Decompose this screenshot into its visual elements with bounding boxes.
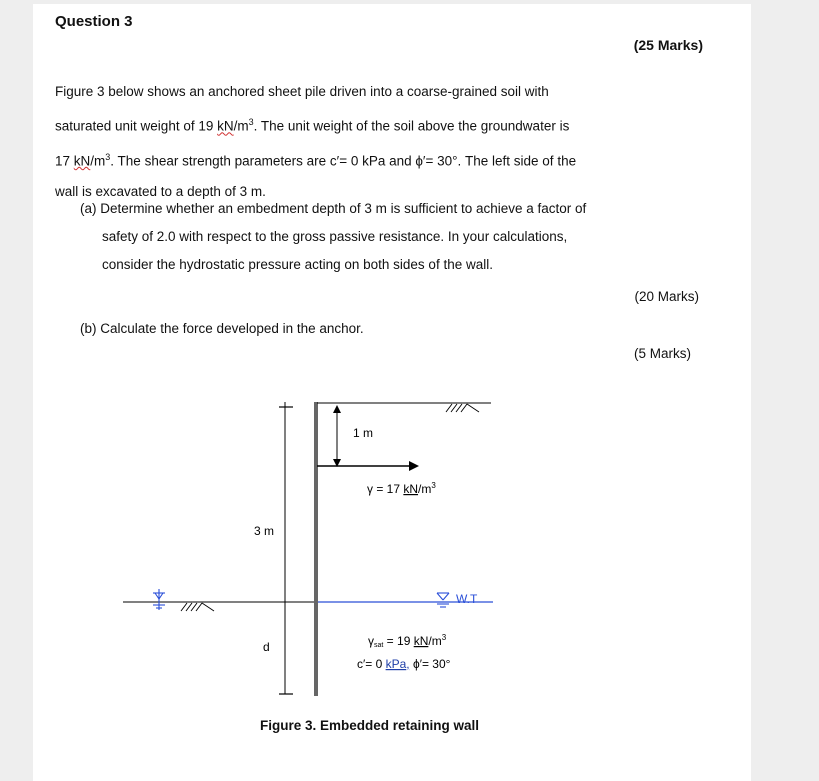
part-b-marks: (5 Marks)	[634, 346, 691, 361]
part-a-line-1: (a) Determine whether an embedment depth of 3 m is sufficient to achieve a factor of	[80, 201, 587, 216]
intro-line-1: Figure 3 below shows an anchored sheet pile driven into a coarse-grained soil with	[55, 84, 549, 99]
water-table-marker-right-icon	[437, 593, 449, 607]
intro-line-3: 17 $kN/m^3$. The shear strength parameters are c′= 0 kPa and ϕ′= 30°. The left side of the	[55, 151, 577, 168]
soil-saturated-gamma-label: γsat = 19 $kN/m^3$	[368, 633, 447, 649]
ground-hatch-left-icon	[181, 603, 214, 611]
part-a-line-2: safety of 2.0 with respect to the gross passive resistance. In your calculations,	[102, 229, 568, 244]
retaining-wall-figure	[33, 4, 751, 781]
dimension-1m-arrow-up-icon	[333, 405, 341, 413]
question-title: Question 3	[55, 13, 133, 30]
anchor-arrow-icon	[409, 461, 419, 471]
figure-caption: Figure 3. Embedded retaining wall	[260, 718, 480, 733]
question-marks: (25 Marks)	[633, 37, 703, 53]
part-b: (b) Calculate the force developed in the anchor.	[80, 321, 364, 336]
part-a-line-3: consider the hydrostatic pressure acting on both sides of the wall.	[102, 257, 493, 272]
water-table-label: W.T	[456, 592, 478, 606]
soil-strength-label: c′= 0 kPa, ϕ′= 30°	[357, 657, 451, 671]
dimension-d-label: d	[263, 640, 270, 654]
document-page	[33, 4, 751, 781]
dimension-3m-label: 3 m	[254, 524, 275, 538]
water-table-marker-left-icon	[153, 589, 165, 610]
part-a-marks: (20 Marks)	[634, 289, 699, 304]
intro-line-2: saturated unit weight of 19 $kN/m^3$. The unit weight of the soil above the groundwater is	[55, 117, 570, 134]
dimension-1m-label: 1 m	[353, 426, 374, 440]
soil-upper-gamma-label: γ = 17 $kN/m^3$	[367, 481, 436, 496]
intro-line-4: wall is excavated to a depth of 3 m.	[55, 184, 266, 199]
ground-hatch-right-icon	[446, 404, 479, 412]
